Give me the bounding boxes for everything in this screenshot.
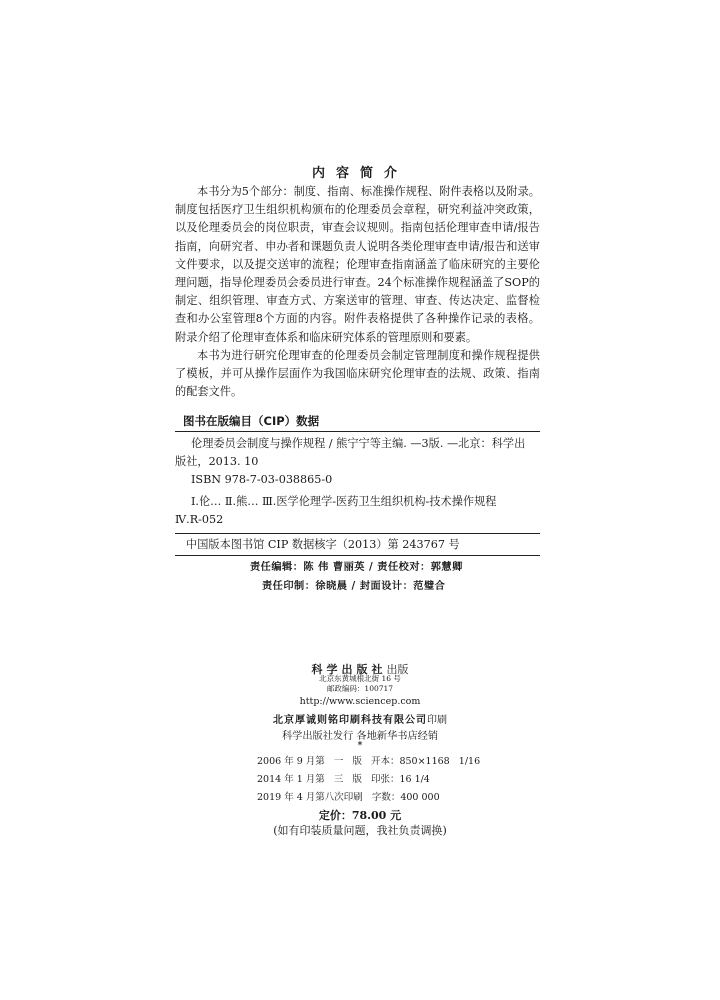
publisher-address: 北京东黄城根北街 16 号 bbox=[319, 674, 401, 683]
cip-top-rule bbox=[175, 431, 540, 432]
summary-paragraph-1: 本书分为5个部分：制度、指南、标准操作规程、附件表格以及附录。制度包括医疗卫生组织机构颁布的伦理委员会章程，研究利益冲突政策，以及伦理委员会的岗位职责，审查会议规则。指南包括伦理审查申请/报告指南，向研究者、申办者和课题负责人说明各类伦理审查申请/报告和送审文件要求，以及提交送审的流程；伦理审查指南涵盖了临床研究的主要伦理问题，指导伦理委员会委员进行审查。24个标准操作规程涵盖了SOP的制定、组织管理、审查方式、方案送审的管理、审查、传达决定、监督检查和办公室管理8个方面的内容。附件表格提供了各种操作记录的表格。附录介绍了伦理审查体系和临床研究体系的管理原则和要素。 bbox=[175, 185, 540, 344]
publisher-url: http://www.sciencep.com bbox=[299, 696, 421, 707]
distribution-line: 科学出版社发行 各地新华书店经销 bbox=[281, 731, 439, 742]
printer-line bbox=[0, 711, 720, 726]
price: 定价：78.00 元 bbox=[318, 809, 402, 822]
separator-star: * bbox=[357, 741, 363, 751]
cip-isbn: ISBN 978-7-03-038865-0 bbox=[191, 473, 333, 486]
publisher-name: 科学出版社 bbox=[311, 663, 387, 676]
summary-body bbox=[175, 183, 540, 401]
edition-line-2: 2014 年 1 月第 三 版 印张：16 1/4 bbox=[257, 774, 430, 785]
quality-note: (如有印装质量问题，我社负责调换) bbox=[273, 824, 447, 837]
publisher-postcode: 邮政编码：100717 bbox=[326, 684, 394, 693]
cip-bottom-rule bbox=[175, 555, 540, 556]
cip-classification-2: Ⅳ.R-052 bbox=[175, 513, 224, 526]
cip-core-number: 中国版本图书馆 CIP 数据核字（2013）第 243767 号 bbox=[186, 538, 460, 551]
printer-suffix: 印刷 bbox=[427, 715, 447, 726]
credits-printing: 责任印制：徐晓晨 / 封面设计：范璧合 bbox=[262, 581, 446, 592]
cip-line-1: 伦理委员会制度与操作规程 / 熊宁宁等主编. —3版. —北京：科学出 bbox=[191, 437, 526, 450]
publisher-suffix: 出版 bbox=[386, 663, 409, 676]
printer-name: 北京厚诚则铭印刷科技有限公司 bbox=[273, 715, 427, 726]
cip-heading: 图书在版编目（CIP）数据 bbox=[183, 414, 320, 428]
edition-line-1: 2006 年 9 月第 一 版 开本：850×1168 1/16 bbox=[257, 756, 481, 767]
summary-paragraph-2: 本书为进行研究伦理审查的伦理委员会制定管理制度和操作规程提供了模板，并可从操作层面作为我国临床研究伦理审查的法规、政策、指南的配套文件。 bbox=[175, 348, 540, 399]
cip-classification-1: Ⅰ.伦… Ⅱ.熊… Ⅲ.医学伦理学-医药卫生组织机构-技术操作规程 bbox=[191, 495, 497, 508]
credits-editors: 责任编辑：陈 伟 曹丽英 / 责任校对：郭慧卿 bbox=[250, 562, 463, 573]
cip-middle-rule bbox=[175, 533, 540, 534]
summary-title: 内容简介 bbox=[311, 166, 408, 181]
edition-line-3: 2019 年 4 月第八次印刷 字数：400 000 bbox=[257, 792, 440, 803]
cip-line-2: 版社，2013. 10 bbox=[175, 455, 259, 468]
